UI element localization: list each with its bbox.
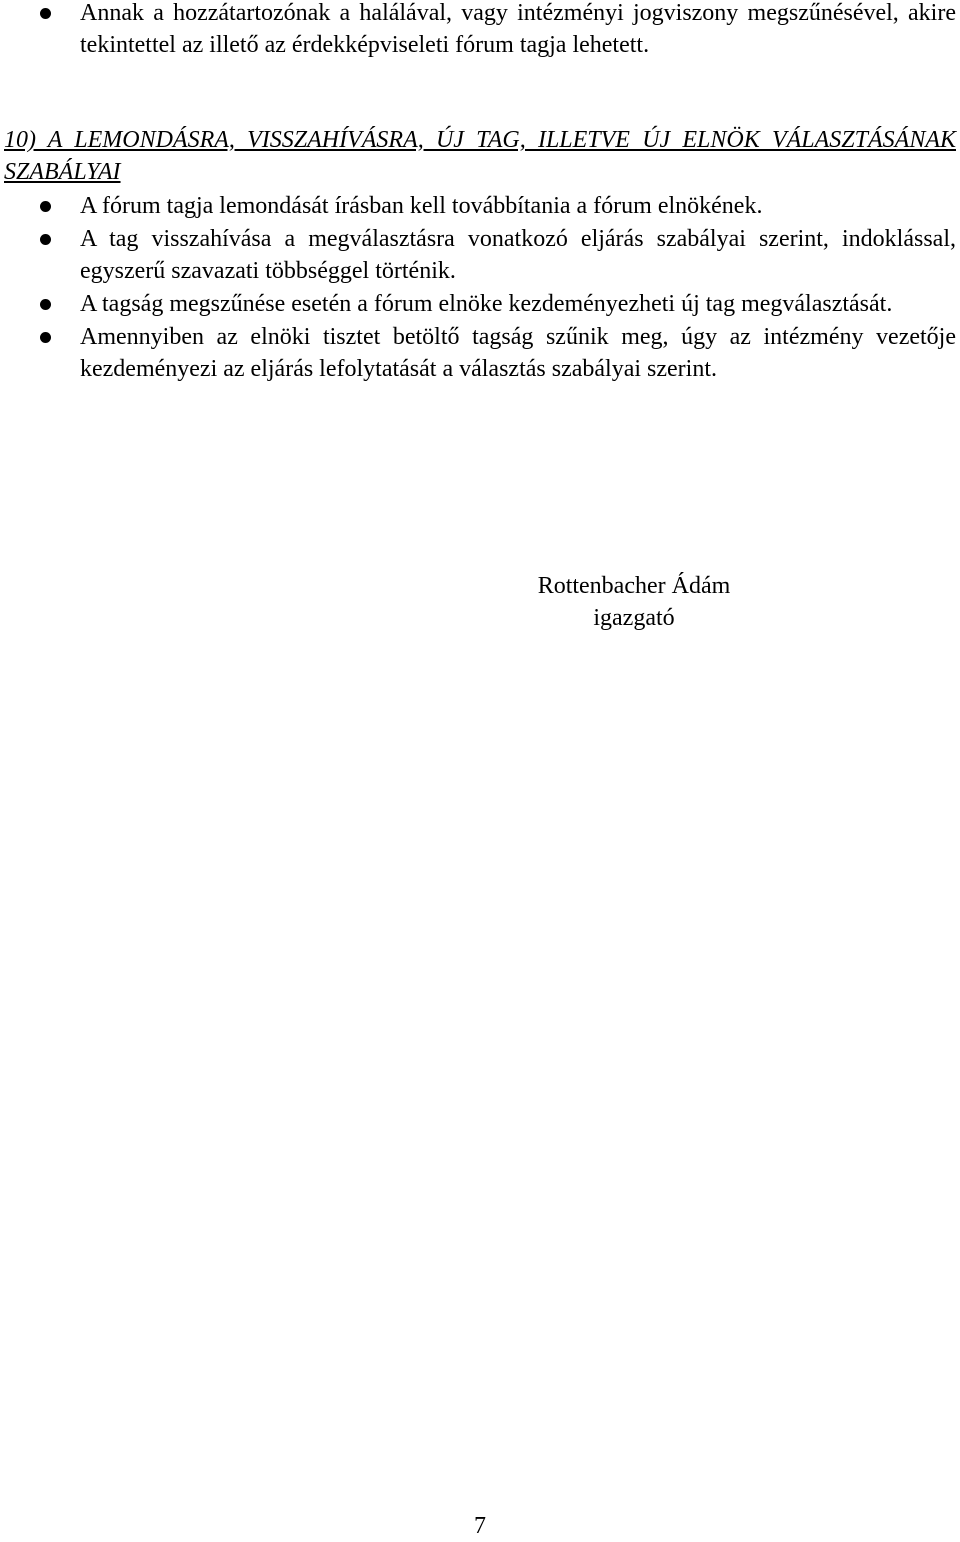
list-item bbox=[0, 321, 960, 385]
top-bullet-list bbox=[0, 0, 960, 61]
bullet-icon bbox=[40, 234, 51, 245]
signatory-name: Rottenbacher Ádám bbox=[537, 573, 731, 599]
list-item bbox=[0, 0, 960, 61]
bullet-text: A tag visszahívása a megválasztásra vonatkozó eljárás szabályai szerint, indoklással, egyszerű szavazati többséggel történik. bbox=[80, 226, 956, 284]
page-number: 7 bbox=[474, 1513, 486, 1539]
bullet-icon bbox=[40, 332, 51, 343]
section-heading: 10) A LEMONDÁSRA, VISSZAHÍVÁSRA, ÚJ TAG, ILLETVE ÚJ ELNÖK VÁLASZTÁSÁNAK SZABÁLYAI bbox=[4, 127, 956, 185]
bullet-icon bbox=[40, 299, 51, 310]
list-item bbox=[0, 223, 960, 287]
bullet-icon bbox=[40, 8, 51, 19]
list-item bbox=[0, 190, 960, 222]
rules-bullet-list bbox=[0, 190, 960, 386]
signatory-title: igazgató bbox=[593, 605, 675, 631]
list-item bbox=[0, 288, 960, 320]
signature-block bbox=[524, 570, 764, 634]
bullet-text: Amennyiben az elnöki tisztet betöltő tagság szűnik meg, úgy az intézmény vezetője kezdeményezi az eljárás lefolytatását a választás szabályai szerint. bbox=[80, 324, 956, 382]
bullet-text: A fórum tagja lemondását írásban kell továbbítania a fórum elnökének. bbox=[80, 193, 763, 219]
bullet-text: A tagság megszűnése esetén a fórum elnöke kezdeményezheti új tag megválasztását. bbox=[80, 291, 893, 317]
bullet-text: Annak a hozzátartozónak a halálával, vagy intézményi jogviszony megszűnésével, akire tekintettel az illető az érdekképviseleti fórum tagja lehetett. bbox=[80, 0, 956, 58]
bullet-icon bbox=[40, 201, 51, 212]
